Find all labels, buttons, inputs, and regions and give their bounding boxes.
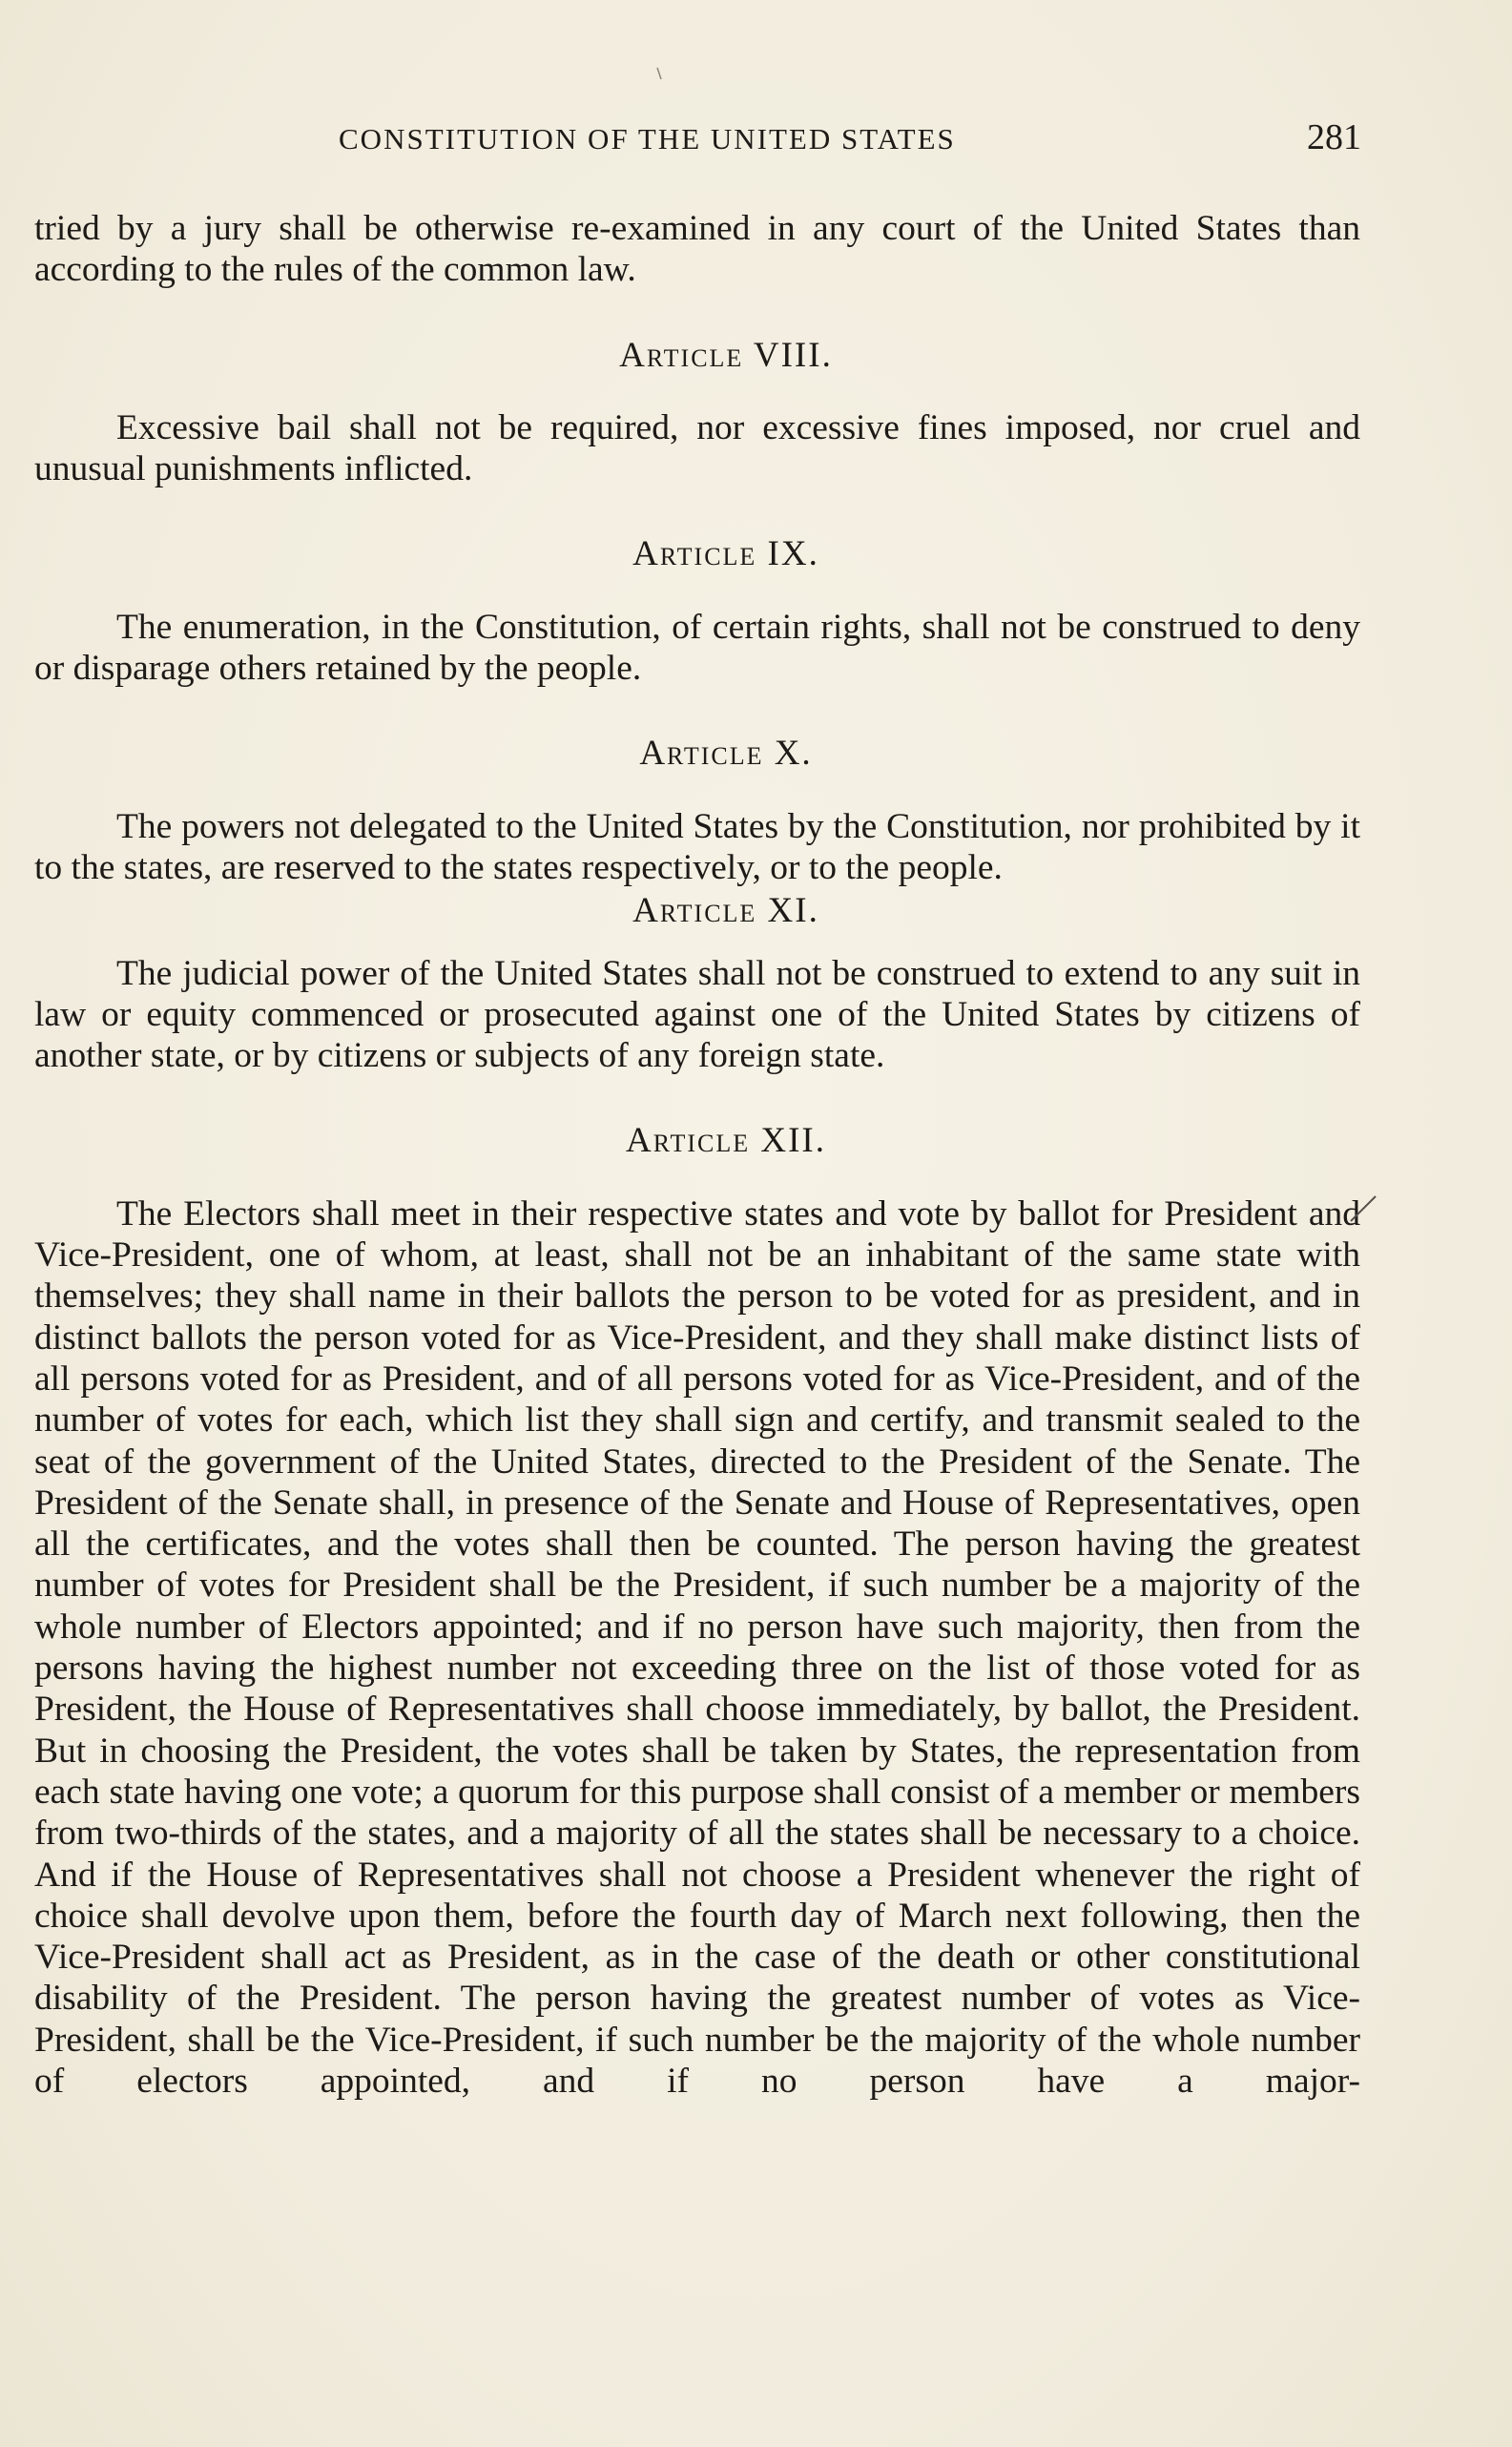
page-number: 281: [1307, 117, 1361, 157]
article-x-heading: Article X.: [639, 734, 813, 774]
article-xii-text: The Electors shall meet in their respective states and vote by ballot for President and Vice-President, one of whom, at least, shall not be an inhabitant of the same state with themselves; they shall name in their ballots the person to be voted for as president, and in distinct ballots the person voted for as Vice-President, and they shall make distinct lists of all persons voted for as President, and of all persons voted for as Vice-President, and of the number of votes for each, which list they shall sign and certify, and transmit sealed to the seat of the government of the United States, directed to the President of the Senate. The President of the Senate shall, in presence of the Senate and House of Representatives, open all the certificates, and the votes shall then be counted. The person having the greatest number of votes for President shall be the President, if such number be a majority of the whole number of Electors appointed; and if no person have such majority, then from the persons having the highest number not exceeding three on the list of those voted for as President, the House of Representatives shall choose immediately, by ballot, the President. But in choosing the President, the votes shall be taken by States, the representation from each state having one vote; a quorum for this purpose shall consist of a member or members from two-thirds of the states, and a majority of all the states shall be necessary to a choice. And if the House of Representatives shall not choose a President whenever the right of choice shall devolve upon them, before the fourth day of March next following, then the Vice-President shall act as President, as in the case of the death or other constitutional disability of the President. The person having the greatest number of votes as Vice-President, shall be the Vice-President, if such number be the majority of the whole number of electors appointed, and if no person have a major-: [34, 1193, 1360, 2101]
body-text: [34, 208, 1360, 2102]
running-head: CONSTITUTION OF THE UNITED STATES: [339, 122, 956, 156]
stray-pen-mark: [656, 67, 662, 80]
article-xi-heading: Article XI.: [632, 891, 819, 931]
article-viii-text: Excessive bail shall not be required, nor excessive fines imposed, nor cruel and unusual punishments inflicted.: [34, 407, 1360, 489]
article-ix-text: The enumeration, in the Constitution, of certain rights, shall not be construed to deny or disparage others retained by the people.: [34, 607, 1360, 689]
continuation-paragraph: tried by a jury shall be otherwise re-examined in any court of the United States than according to the rules of the common law.: [34, 209, 1360, 290]
article-x-text: The powers not delegated to the United States by the Constitution, nor prohibited by it to the states, are reserved to the states respectively, or to the people.: [34, 806, 1360, 887]
article-xi-text: The judicial power of the United States shall not be construed to extend to any suit in law or equity commenced or prosecuted against one of the United States by citizens of another state, or by citizens or subjects of any foreign state.: [34, 953, 1360, 1076]
article-ix-heading: Article IX.: [632, 534, 819, 574]
check-mark-icon: [1349, 1192, 1377, 1225]
article-xii-heading: Article XII.: [625, 1121, 826, 1161]
article-viii-heading: Article VIII.: [619, 335, 833, 375]
